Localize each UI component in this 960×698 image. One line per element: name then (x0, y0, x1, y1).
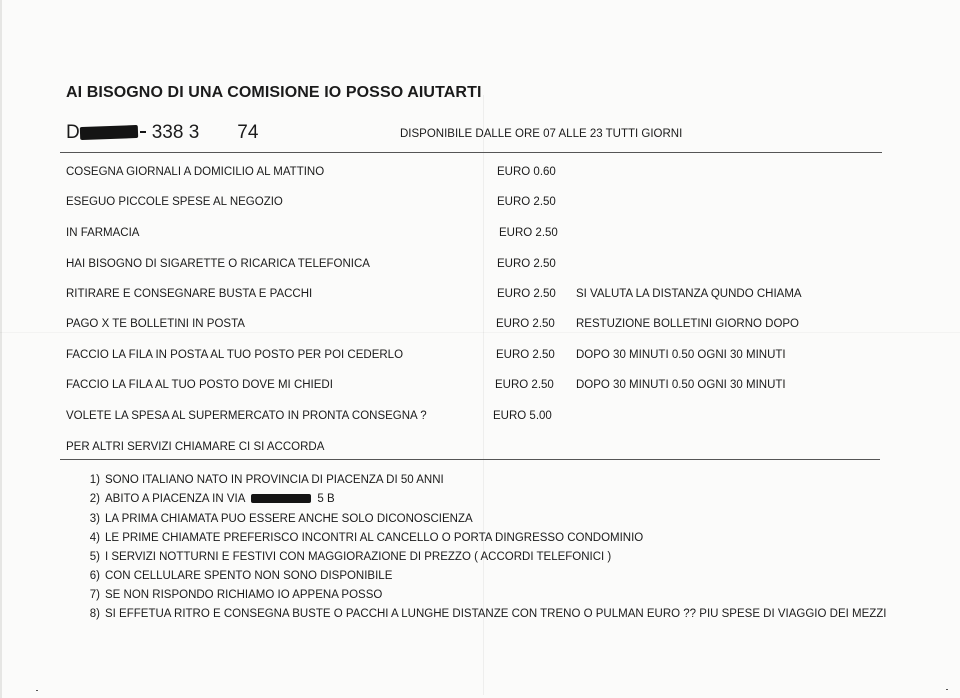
scan-speck (946, 689, 948, 690)
service-label: VOLETE LA SPESA AL SUPERMERCATO IN PRONTA CONSEGNA ? (66, 410, 427, 422)
list-text-after: 5 B (317, 493, 335, 505)
service-label: FACCIO LA FILA AL TUO POSTO DOVE MI CHIEDI (66, 379, 333, 391)
service-row (0, 410, 960, 426)
service-label: IN FARMACIA (66, 227, 140, 239)
divider-top (60, 152, 882, 153)
contact-prefix: D (66, 122, 80, 143)
service-row (0, 318, 960, 334)
redaction-mark (251, 494, 311, 503)
fold-line-vertical (483, 95, 484, 695)
service-label: PER ALTRI SERVIZI CHIAMARE CI SI ACCORDA (66, 441, 325, 453)
scan-speck (36, 690, 38, 691)
service-price: EURO 2.50 (497, 196, 556, 208)
phone-part-2: 74 (237, 122, 259, 143)
phone-part-1: 338 3 (151, 122, 200, 143)
service-row (0, 227, 960, 243)
service-row (0, 441, 960, 457)
contact-line (66, 122, 258, 144)
service-row (0, 166, 960, 182)
redaction-mark (80, 125, 138, 140)
service-price: EURO 2.50 (499, 227, 558, 239)
service-price: EURO 2.50 (497, 258, 556, 270)
service-label: COSEGNA GIORNALI A DOMICILIO AL MATTINO (66, 166, 325, 178)
service-row (0, 288, 960, 304)
service-note: DOPO 30 MINUTI 0.50 OGNI 30 MINUTI (576, 349, 786, 361)
list-number: 3) (89, 513, 100, 525)
list-number: 8) (89, 608, 100, 620)
list-text: I SERVIZI NOTTURNI E FESTIVI CON MAGGIORAZIONE DI PREZZO ( ACCORDI TELEFONICI ) (105, 551, 612, 563)
list-number: 1) (89, 474, 100, 486)
service-label: HAI BISOGNO DI SIGARETTE O RICARICA TELEFONICA (66, 258, 370, 270)
service-price: EURO 5.00 (493, 410, 552, 422)
list-text: LA PRIMA CHIAMATA PUO ESSERE ANCHE SOLO DICONOSCIENZA (105, 513, 473, 525)
page-title: AI BISOGNO DI UNA COMISIONE IO POSSO AIUTARTI (66, 84, 482, 101)
service-price: EURO 2.50 (496, 318, 555, 330)
list-text: SI EFFETUA RITRO E CONSEGNA BUSTE O PACCHI A LUNGHE DISTANZE CON TRENO O PULMAN EURO ?? PIU SPESE DI VIAGGIO DEI MEZZI (105, 608, 887, 620)
service-row (0, 379, 960, 395)
service-note: DOPO 30 MINUTI 0.50 OGNI 30 MINUTI (576, 379, 786, 391)
list-text: SE NON RISPONDO RICHIAMO IO APPENA POSSO (105, 589, 383, 601)
service-note: SI VALUTA LA DISTANZA QUNDO CHIAMA (576, 288, 802, 300)
service-row (0, 258, 960, 274)
list-number: 2) (89, 493, 100, 505)
service-label: PAGO X TE BOLLETINI IN POSTA (66, 318, 245, 330)
list-text: SONO ITALIANO NATO IN PROVINCIA DI PIACENZA DI 50 ANNI (105, 474, 444, 486)
service-price: EURO 2.50 (496, 349, 555, 361)
service-price: EURO 0.60 (497, 166, 556, 178)
list-text (105, 493, 335, 505)
service-price: EURO 2.50 (497, 288, 556, 300)
divider-bottom (60, 459, 880, 460)
availability-text: DISPONIBILE DALLE ORE 07 ALLE 23 TUTTI GIORNI (400, 128, 683, 140)
service-note: RESTUZIONE BOLLETINI GIORNO DOPO (576, 318, 800, 330)
list-text-before: ABITO A PIACENZA IN VIA (105, 493, 246, 505)
list-text: LE PRIME CHIAMATE PREFERISCO INCONTRI AL CANCELLO O PORTA DINGRESSO CONDOMINIO (105, 532, 644, 544)
redaction-mark-tail (140, 131, 146, 133)
list-number: 6) (89, 570, 100, 582)
service-label: RITIRARE E CONSEGNARE BUSTA E PACCHI (66, 288, 313, 300)
list-number: 5) (89, 551, 100, 563)
service-row (0, 349, 960, 365)
list-number: 4) (89, 532, 100, 544)
list-text: CON CELLULARE SPENTO NON SONO DISPONIBILE (105, 570, 393, 582)
service-price: EURO 2.50 (495, 379, 554, 391)
service-row (0, 196, 960, 212)
service-label: FACCIO LA FILA IN POSTA AL TUO POSTO PER POI CEDERLO (66, 349, 404, 361)
list-number: 7) (89, 589, 100, 601)
service-label: ESEGUO PICCOLE SPESE AL NEGOZIO (66, 196, 283, 208)
